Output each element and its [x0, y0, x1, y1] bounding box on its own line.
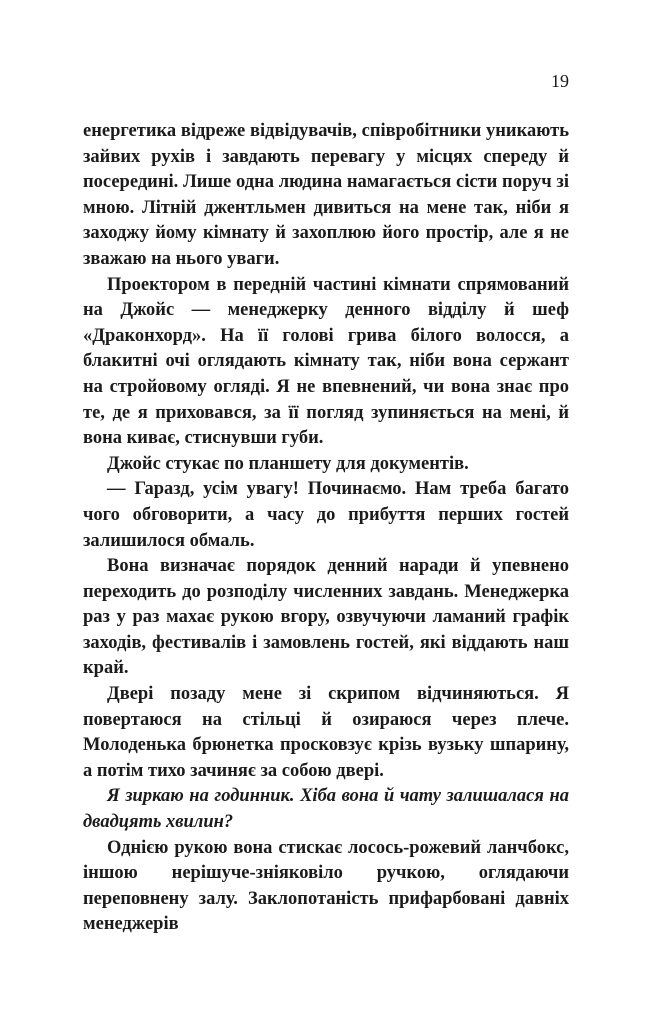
paragraph: — Гаразд, усім увагу! Починаємо. Нам треба багато чого обговорити, а часу до прибуття перших гостей залишилося обмаль.	[83, 479, 569, 551]
paragraph: Двері позаду мене зі скрипом відчиняються. Я повертаюся на стільці й озираюся через плече. Молоденька брюнетка просковзує крізь вузьку шпарину, а потім тихо зачиняє за собою двері.	[83, 684, 569, 781]
paragraph: Вона визначає порядок денний наради й упевнено переходить до розподілу численних завдань. Менеджерка раз у раз махає рукою вгору, озвучуючи ламаний графік заходів, фестивалів і замовлень гостей, які віддають наш край.	[83, 556, 569, 679]
body-text	[83, 119, 569, 938]
paragraph: Проектором в передній частині кімнати спрямований на Джойс — менеджерку денного відділу й шеф «Драконхорд». На її голові грива білого волосся, а блакитні очі оглядають кімнату так, ніби вона сержант на стройовому огляді. Я не впевнений, чи вона знає про те, де я приховався, за її погляд зупиняється на мені, й вона киває, стиснувши губи.	[83, 274, 569, 449]
paragraph-italic: Я зиркаю на годинник. Хіба вона й чату залишалася на двадцять хвилин?	[83, 786, 569, 833]
paragraph: Джойс стукає по планшету для документів.	[107, 453, 469, 474]
page-number: 19	[551, 71, 569, 91]
paragraph: енергетика відреже відвідувачів, співробітники уникають зайвих рухів і завдають перевагу у місцях спереду й посередині. Лише одна людина намагається сісти поруч зі мною. Літній джентльмен дивиться на мене так, ніби я заходжу йому кімнату й захоплюю його простір, але я не зважаю на нього уваги.	[83, 121, 569, 269]
paragraph: Однією рукою вона стискає лосось-рожевий ланчбокс, іншою нерішуче-зніяковіло ручкою, оглядаючи переповнену залу. Заклопотаність прифарбовані давніх менеджерів	[83, 837, 569, 935]
